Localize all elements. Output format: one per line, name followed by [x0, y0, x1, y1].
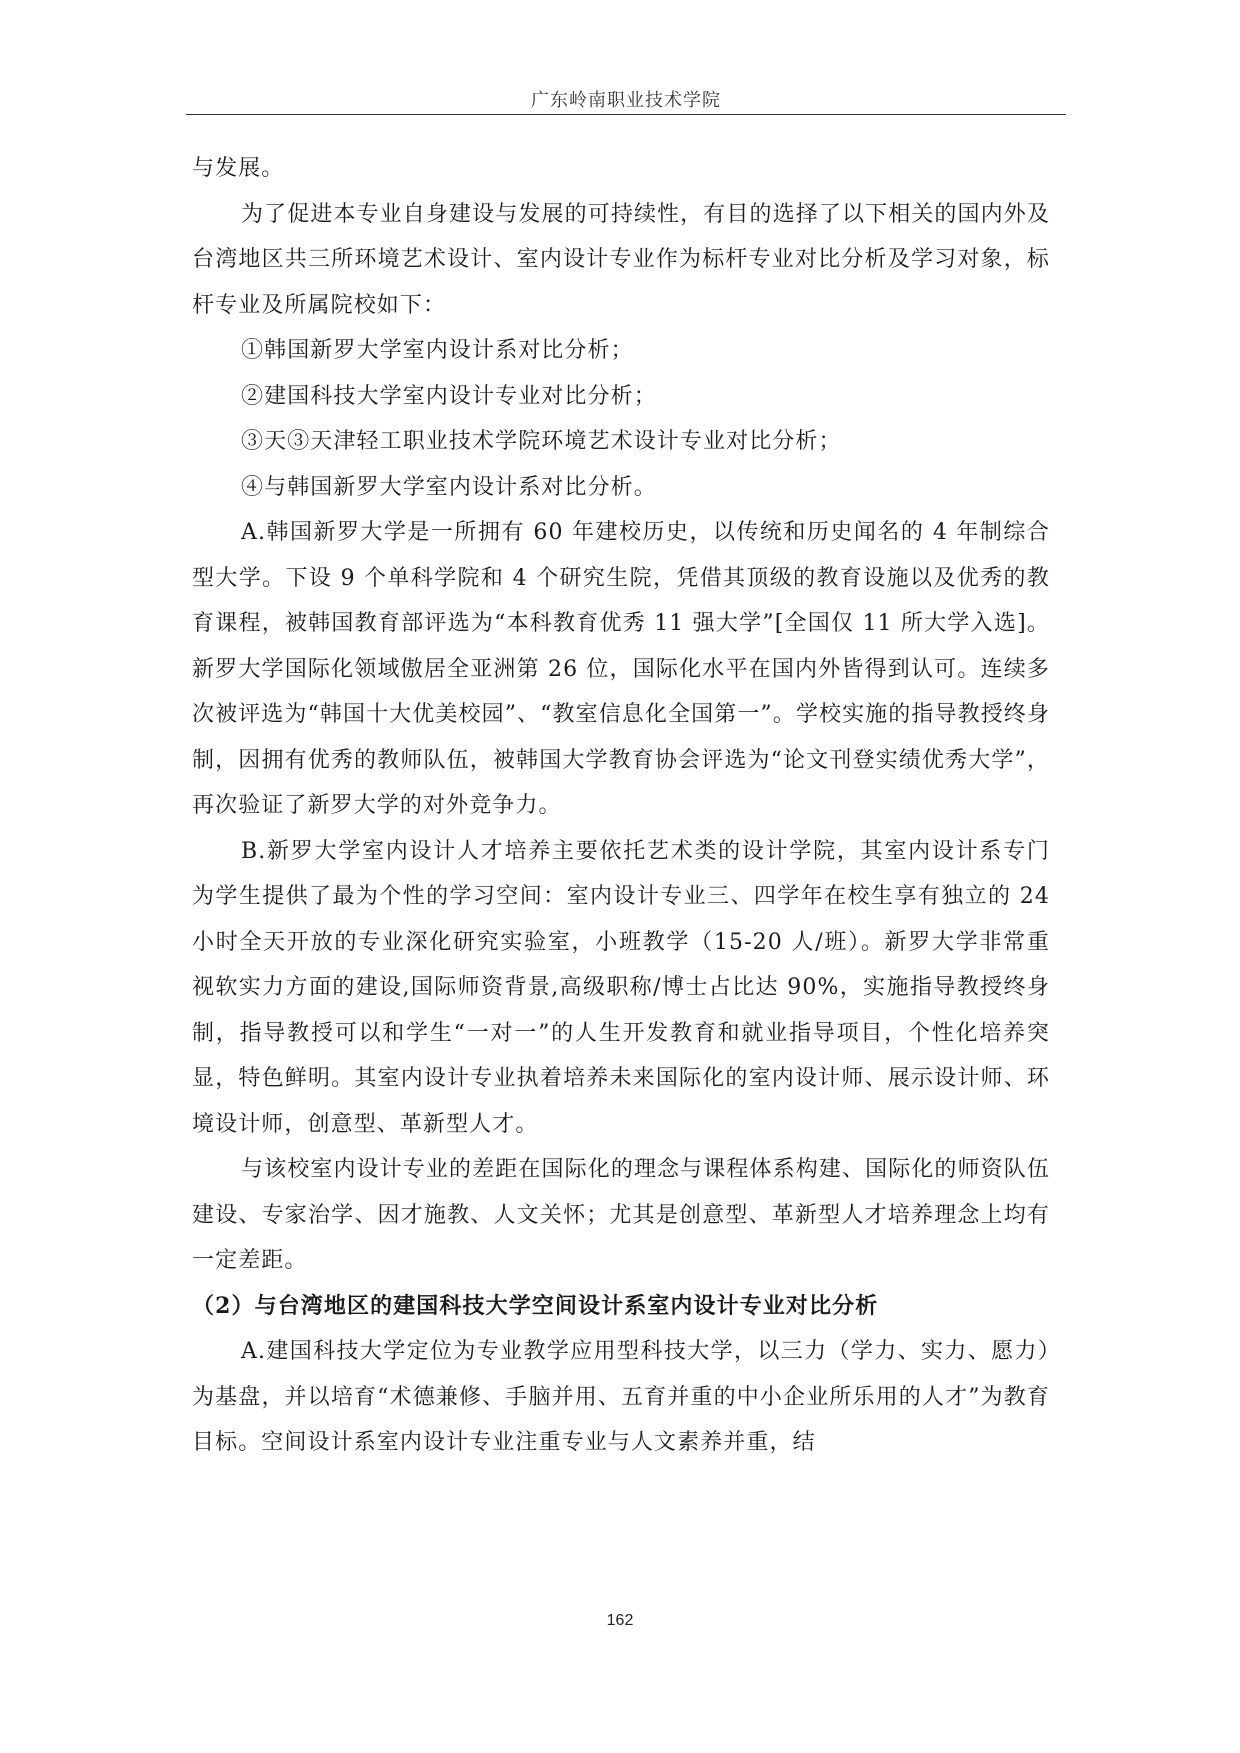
list-item-3: ③天③天津轻工职业技术学院环境艺术设计专业对比分析；: [241, 429, 842, 454]
list-item-1: ①韩国新罗大学室内设计系对比分析；: [241, 338, 634, 363]
page-number: 162: [606, 1612, 634, 1629]
paragraph-a-chienkuo: A.建国科技大学定位为专业教学应用型科技大学，以三力（学力、实力、愿力）为基盘，并以培育“术德兼修、手脑并用、五育并重的中小企业所乐用的人才”为教育目标。空间设计系室内设计专业注重专业与人文素养并重，结: [192, 1339, 1050, 1455]
page-header: 广东岭南职业技术学院: [531, 90, 721, 111]
paragraph-a-silla: A.韩国新罗大学是一所拥有 60 年建校历史，以传统和历史闻名的 4 年制综合型大学。下设 9 个单科学院和 4 个研究生院，凭借其顶级的教育设施以及优秀的教育课程，被韩国教育部评选为“本科教育优秀 11 强大学”[全国仅 11 所大学入选]。新罗大学国际化领域傲居全亚洲第 26 位，国际化水平在国内外皆得到认可。连续多次被评选为“韩国十大优美校园”、“教室信息化全国第一”。学校实施的指导教授终身制，因拥有优秀的教师队伍，被韩国大学教育协会评选为“论文刊登实绩优秀大学”，再次验证了新罗大学的对外竞争力。: [192, 520, 1050, 818]
header-divider: [186, 114, 1066, 115]
paragraph-gap: 与该校室内设计专业的差距在国际化的理念与课程体系构建、国际化的师资队伍建设、专家治学、因才施教、人文关怀；尤其是创意型、革新型人才培养理念上均有一定差距。: [192, 1157, 1050, 1273]
paragraph-b-silla: B.新罗大学室内设计人才培养主要依托艺术类的设计学院，其室内设计系专门为学生提供了最为个性的学习空间：室内设计专业三、四学年在校生享有独立的 24 小时全天开放的专业深化研究实验室，小班教学（15-20 人/班）。新罗大学非常重视软实力方面的建设,国际师资背景,高级职称/博士占比达 90%，实施指导教授终身制，指导教授可以和学生“一对一”的人生开发教育和就业指导项目，个性化培养突显，特色鲜明。其室内设计专业执着培养未来国际化的室内设计师、展示设计师、环境设计师，创意型、革新型人才。: [192, 838, 1050, 1137]
list-item-4: ④与韩国新罗大学室内设计系对比分析。: [241, 474, 657, 500]
list-item-2: ②建国科技大学室内设计专业对比分析；: [241, 383, 657, 409]
paragraph-continuation: 与发展。: [192, 156, 285, 181]
section-heading-2: （2）与台湾地区的建国科技大学空间设计系室内设计专业对比分析: [192, 1292, 879, 1319]
paragraph-intro: 为了促进本专业自身建设与发展的可持续性，有目的选择了以下相关的国内外及台湾地区共三所环境艺术设计、室内设计专业作为标杆专业对比分析及学习对象，标杆专业及所属院校如下：: [192, 201, 1050, 318]
body-text: [192, 146, 1050, 1466]
